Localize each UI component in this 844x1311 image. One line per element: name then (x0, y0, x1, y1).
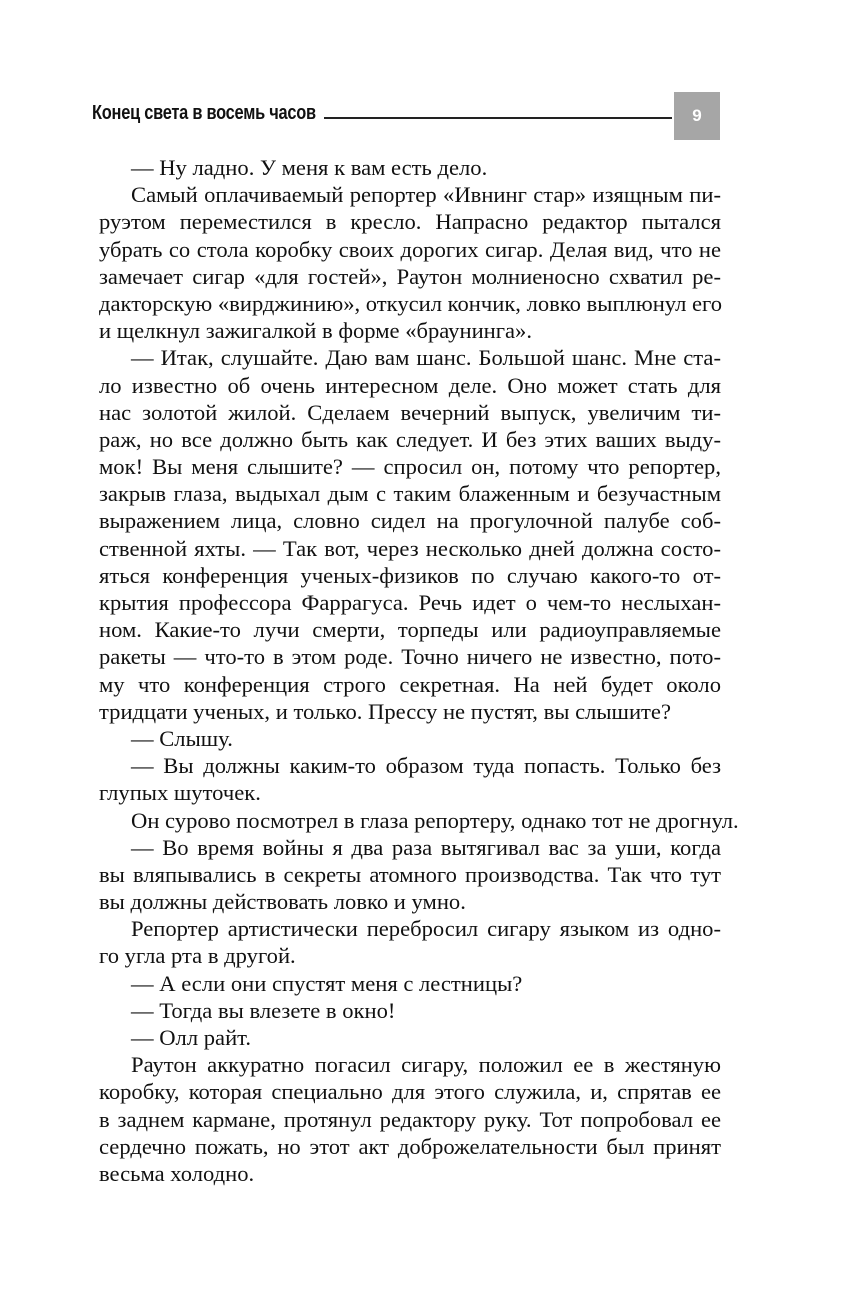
text-line: глупых шуточек. (99, 780, 261, 806)
text-line: раж, но все должно быть как следует. И без этих ваших выду- (99, 426, 721, 452)
running-title: Конец света в восемь часов (92, 102, 316, 124)
text-line: Раутон аккуратно погасил сигару, положил ее в жестяную (131, 1052, 721, 1078)
text-line: — Тогда вы влезете в окно! (131, 997, 396, 1023)
running-head (92, 92, 720, 140)
text-line: — Во время войны я два раза вытягивал вас за уши, когда (131, 834, 721, 860)
text-line: ственной яхты. — Так вот, через несколько дней должна состо- (99, 535, 721, 561)
text-line: тридцати ученых, и только. Прессу не пустят, вы слышите? (99, 698, 671, 724)
text-line: — А если они спустят меня с лестницы? (131, 970, 523, 996)
text-line: ном. Какие-то лучи смерти, торпеды или радиоуправляемые (99, 617, 721, 643)
text-line: мок! Вы меня слышите? — спросил он, потому что репортер, (99, 454, 721, 480)
text-line: в заднем кармане, протянул редактору руку. Тот попробовал ее (99, 1106, 721, 1132)
text-line: — Слышу. (131, 725, 233, 751)
text-line: — Итак, слушайте. Даю вам шанс. Большой шанс. Мне ста- (131, 345, 721, 371)
text-line: крытия профессора Фаррагуса. Речь идет о чем-то неслыхан- (99, 590, 721, 615)
text-line: и щелкнул зажигалкой в форме «браунинга». (99, 318, 532, 344)
text-line: — Ну ладно. У меня к вам есть дело. (131, 155, 488, 180)
text-line: выражением лица, словно сидел на прогулочной палубе соб- (99, 508, 721, 534)
text-line: весьма холодно. (99, 1160, 255, 1186)
text-line: коробку, которая специально для этого служила, и, спрятав ее (99, 1079, 721, 1105)
text-line: руэтом переместился в кресло. Напрасно редактор пытался (99, 209, 721, 235)
page-number-box (674, 92, 720, 140)
text-line: Самый оплачиваемый репортер «Ивнинг стар» изящным пи- (131, 182, 721, 208)
text-line: Он сурово посмотрел в глаза репортеру, однако тот не дрогнул. (131, 807, 739, 833)
text-line: нас золотой жилой. Сделаем вечерний выпуск, увеличим ти- (99, 399, 721, 425)
text-line: вы вляпывались в секреты атомного производства. Так что тут (99, 861, 721, 887)
text-line: вы должны действовать ловко и умно. (99, 889, 466, 915)
text-line: му что конференция строго секретная. На ней будет около (99, 671, 721, 697)
text-line: — Олл райт. (131, 1025, 251, 1050)
text-line: — Вы должны каким-то образом туда попасть. Только без (131, 753, 721, 779)
page-number: 9 (692, 106, 702, 125)
text-line: закрыв глаза, выдыхал дым с таким блаженным и безучастным (99, 481, 721, 507)
text-line: яться конференция ученых-физиков по случаю какого-то от- (99, 562, 721, 588)
body-text (99, 154, 739, 1187)
text-line: го угла рта в другой. (99, 943, 296, 969)
text-line: Репортер артистически перебросил сигару языком из одно- (131, 916, 721, 942)
text-line: сердечно пожать, но этот акт доброжелательности был принят (99, 1133, 721, 1159)
text-line: ло известно об очень интересном деле. Оно может стать для (99, 372, 721, 398)
text-line: замечает сигар «для гостей», Раутон молниеносно схватил ре- (99, 263, 721, 289)
text-line: убрать со стола коробку своих дорогих сигар. Делая вид, что не (99, 236, 721, 262)
text-line: ракеты — что-то в этом роде. Точно ничего не известно, пото- (99, 644, 721, 670)
text-line: дакторскую «вирджинию», откусил кончик, ловко выплюнул его (99, 290, 723, 316)
header-rule (324, 117, 672, 119)
